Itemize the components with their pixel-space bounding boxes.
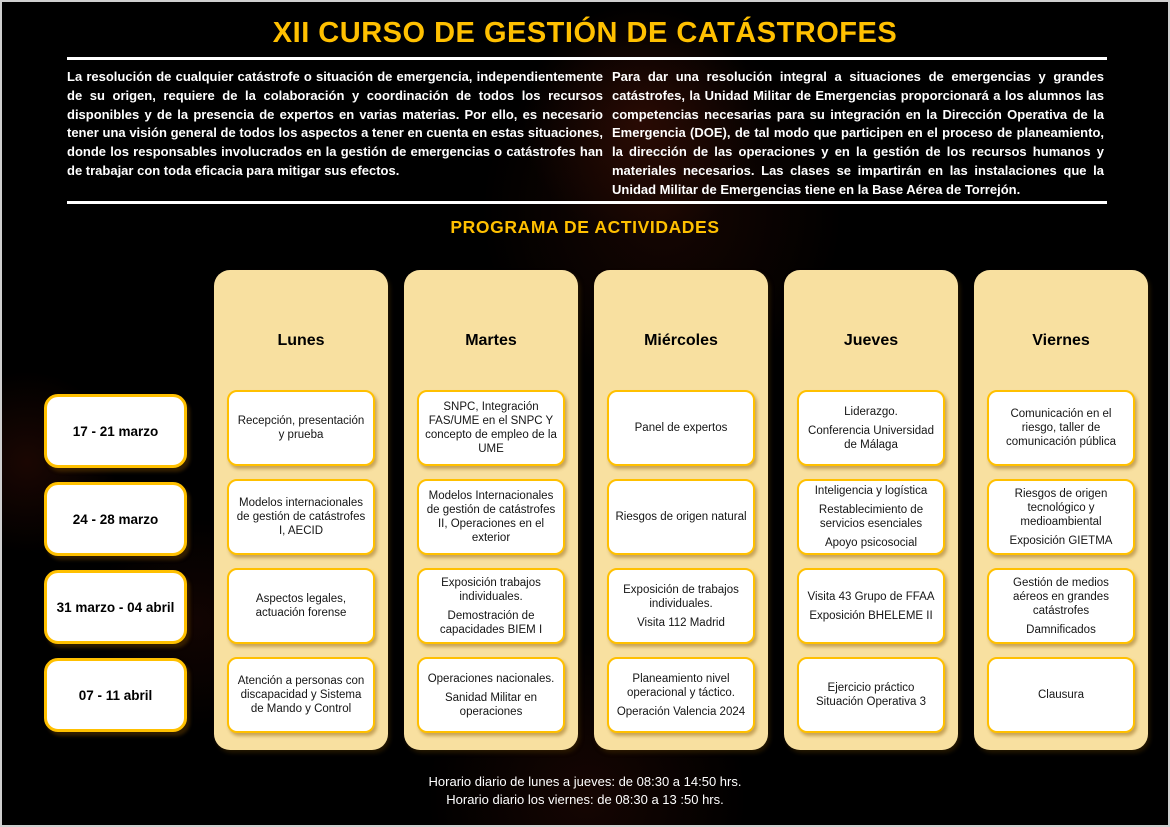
activity-text: Exposición de trabajos individuales. — [623, 583, 739, 610]
day-cells — [987, 390, 1135, 733]
activity-text: Panel de expertos — [634, 422, 728, 434]
activity-text: Exposición GIETMA — [1009, 534, 1113, 547]
day-header: Jueves — [843, 332, 899, 349]
activity-cell — [227, 479, 375, 555]
activity-cell — [417, 568, 565, 644]
activity-cell — [417, 479, 565, 555]
activity-text: Demostración de capacidades BIEM I — [439, 609, 543, 636]
activity-cell — [227, 657, 375, 733]
activity-text: Sanidad Militar en operaciones — [444, 691, 538, 718]
activity-cell — [607, 390, 755, 466]
activity-text: Visita 112 Madrid — [637, 616, 725, 629]
activity-text: Inteligencia y logística — [814, 485, 928, 497]
activity-text: Atención a personas con discapacidad y Sistema de Mando y Control — [237, 675, 365, 715]
day-cells — [227, 390, 375, 733]
activity-text: Apoyo psicosocial — [824, 537, 918, 549]
activity-text: Modelos Internacionales de gestión de catástrofes II, Operaciones en el exterior — [426, 490, 556, 544]
intro-divider — [67, 201, 1107, 204]
activity-cell — [417, 657, 565, 733]
activity-text: Visita 43 Grupo de FFAA — [807, 590, 935, 603]
activity-cell — [797, 390, 945, 466]
activity-text: Restablecimiento de servicios esenciales — [818, 504, 924, 530]
week-date-box-1 — [44, 394, 187, 468]
activity-text: Gestión de medios aéreos en grandes catástrofes — [1013, 576, 1109, 617]
day-column-viernes — [974, 270, 1148, 750]
activity-text: Riesgos de origen tecnológico y medioambiental — [1014, 487, 1108, 528]
schedule-grid — [214, 270, 1148, 750]
activity-text: SNPC, Integración FAS/UME en el SNPC Y concepto de empleo de la UME — [425, 401, 557, 455]
day-cells — [607, 390, 755, 733]
day-header: Viernes — [1032, 332, 1090, 349]
week-date-box-4 — [44, 658, 187, 732]
program-heading: PROGRAMA DE ACTIVIDADES — [450, 217, 720, 237]
activity-text: Aspectos legales, actuación forense — [255, 593, 347, 619]
activity-text: Planeamiento nivel operacional y táctico. — [626, 672, 736, 699]
activity-cell — [987, 657, 1135, 733]
week-date-box-2 — [44, 482, 187, 556]
activity-cell — [797, 568, 945, 644]
activity-text: Clausura — [1037, 689, 1085, 701]
activity-text: Exposición trabajos individuales. — [441, 576, 541, 603]
week-date-label: 17 - 21 marzo — [72, 423, 159, 439]
day-header: Miércoles — [644, 332, 718, 349]
footer-schedule — [2, 773, 1168, 809]
activity-text: Modelos internacionales de gestión de catástrofes I, AECID — [236, 497, 366, 537]
activity-cell — [227, 568, 375, 644]
activity-cell — [797, 479, 945, 555]
activity-text: Conferencia Universidad de Málaga — [808, 424, 934, 451]
day-column-martes — [404, 270, 578, 750]
activity-text: Comunicación en el riesgo, taller de comunicación pública — [1006, 408, 1116, 448]
title-divider — [67, 57, 1107, 60]
activity-cell — [607, 657, 755, 733]
activity-text: Liderazgo. — [844, 405, 898, 418]
activity-cell — [987, 390, 1135, 466]
week-date-box-3 — [44, 570, 187, 644]
activity-text: Exposición BHELEME II — [809, 609, 933, 622]
activity-cell — [797, 657, 945, 733]
week-date-label: 31 marzo - 04 abril — [56, 599, 175, 615]
day-column-miercoles — [594, 270, 768, 750]
activity-text: Recepción, presentación y prueba — [237, 415, 365, 441]
day-cells — [417, 390, 565, 733]
activity-cell — [987, 568, 1135, 644]
week-date-label: 07 - 11 abril — [78, 687, 153, 703]
activity-cell — [607, 479, 755, 555]
activity-text: Ejercicio práctico Situación Operativa 3 — [816, 682, 926, 708]
activity-text: Damnificados — [1026, 623, 1096, 636]
day-column-jueves — [784, 270, 958, 750]
activity-cell — [227, 390, 375, 466]
page-title: XII CURSO DE GESTIÓN DE CATÁSTROFES — [272, 17, 898, 49]
day-header: Martes — [465, 332, 517, 349]
intro-paragraph-left: La resolución de cualquier catástrofe o situación de emergencia, independientemente de su origen, requiere de la colaboración y coordinación de todos los recursos disponibles y de la presencia de expertos en varias materias. Por ello, es necesario tener una visión general de todos los aspectos a tener en cuenta en estas situaciones, donde los responsables involucrados en la gestión de emergencias o catástrofes han de trabajar con toda eficacia para mitigar sus efectos. — [67, 69, 603, 178]
day-header: Lunes — [277, 332, 325, 349]
activity-cell — [417, 390, 565, 466]
week-dates-column — [44, 394, 187, 732]
footer-line-1: Horario diario de lunes a jueves: de 08:30 a 14:50 hrs. — [428, 774, 742, 789]
activity-text: Operaciones nacionales. — [427, 672, 555, 685]
activity-cell — [987, 479, 1135, 555]
day-column-lunes — [214, 270, 388, 750]
activity-cell — [607, 568, 755, 644]
footer-line-2: Horario diario los viernes: de 08:30 a 13 :50 hrs. — [446, 792, 724, 807]
intro-paragraph-right: Para dar una resolución integral a situaciones de emergencias y grandes catástrofes, la Unidad Militar de Emergencias proporcionará a los alumnos las competencias necesarias para su integración en la Dirección Operativa de la Emergencia (DOE), de tal modo que participen en el proceso de planeamiento, la dirección de las operaciones y en la gestión de los recursos humanos y materiales necesarios. Las clases se impartirán en las instalaciones que la Unidad Militar de Emergencias tiene en la Base Aérea de Torrejón. — [612, 69, 1104, 197]
activity-text: Riesgos de origen natural — [615, 511, 747, 523]
activity-text: Operación Valencia 2024 — [616, 705, 746, 718]
week-date-label: 24 - 28 marzo — [72, 511, 159, 527]
day-cells — [797, 390, 945, 733]
